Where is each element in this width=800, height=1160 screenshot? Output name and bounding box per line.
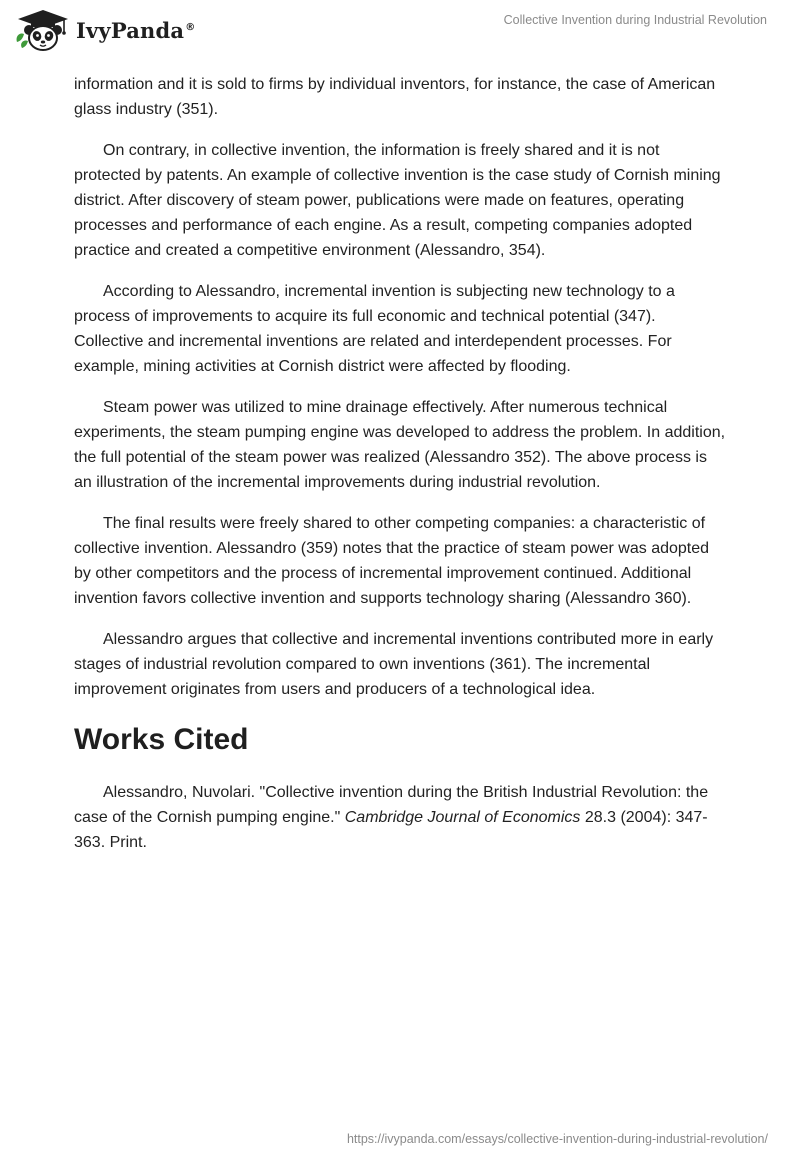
citation-details: 28.3 (2004): 347-363. Print. <box>74 809 708 851</box>
citation-journal: Cambridge Journal of Economics <box>344 809 581 826</box>
paragraph: Alessandro argues that collective and incremental inventions contributed more in early stages of industrial revolution compared to own inventions (361). The incremental improvement originates from users and producers of a technological idea. <box>74 631 714 698</box>
brand-name: IvyPanda® <box>76 17 196 43</box>
panda-graduate-icon <box>14 8 72 52</box>
citation-author-title: Alessandro, Nuvolari. "Collective invention during the British Industrial Revolution: the case of the Cornish pumping engine." <box>74 784 709 826</box>
paragraph-continued: information and it is sold to firms by individual inventors, for instance, the case of American glass industry (351). <box>74 76 716 118</box>
source-url-link[interactable]: https://ivypanda.com/essays/collective-invention-during-industrial-revolution/ <box>346 1132 768 1146</box>
page-header <box>0 0 800 60</box>
citation-entry <box>74 780 726 855</box>
ivypanda-logo[interactable] <box>14 8 195 52</box>
paragraph: According to Alessandro, incremental invention is subjecting new technology to a process of improvements to acquire its full economic and technical potential (347). Collective and incremental inventions are related and interdependent processes. For example, mining activities at Cornish district were affected by flooding. <box>74 283 675 375</box>
paragraph: On contrary, in collective invention, the information is freely shared and it is not protected by patents. An example of collective invention is the case study of Cornish mining district. After discovery of steam power, publications were made on features, operating processes and performance of each engine. As a result, competing companies adopted practice and created a competitive environment (Alessandro, 354). <box>74 142 721 259</box>
essay-body <box>74 72 726 855</box>
document-title: Collective Invention during Industrial Revolution <box>503 13 767 27</box>
paragraph: The final results were freely shared to other competing companies: a characteristic of collective invention. Alessandro (359) notes that the practice of steam power was adopted by other competitors and the process of incremental improvement continued. Additional invention favors collective invention and supports technology sharing (Alessandro 360). <box>74 515 710 607</box>
registered-mark: ® <box>185 21 196 33</box>
paragraph: Steam power was utilized to mine drainage effectively. After numerous technical experiments, the steam pumping engine was developed to address the problem. In addition, the full potential of the steam power was realized (Alessandro 352). The above process is an illustration of the incremental improvements during industrial revolution. <box>74 399 726 491</box>
works-cited-heading: Works Cited <box>74 723 249 756</box>
